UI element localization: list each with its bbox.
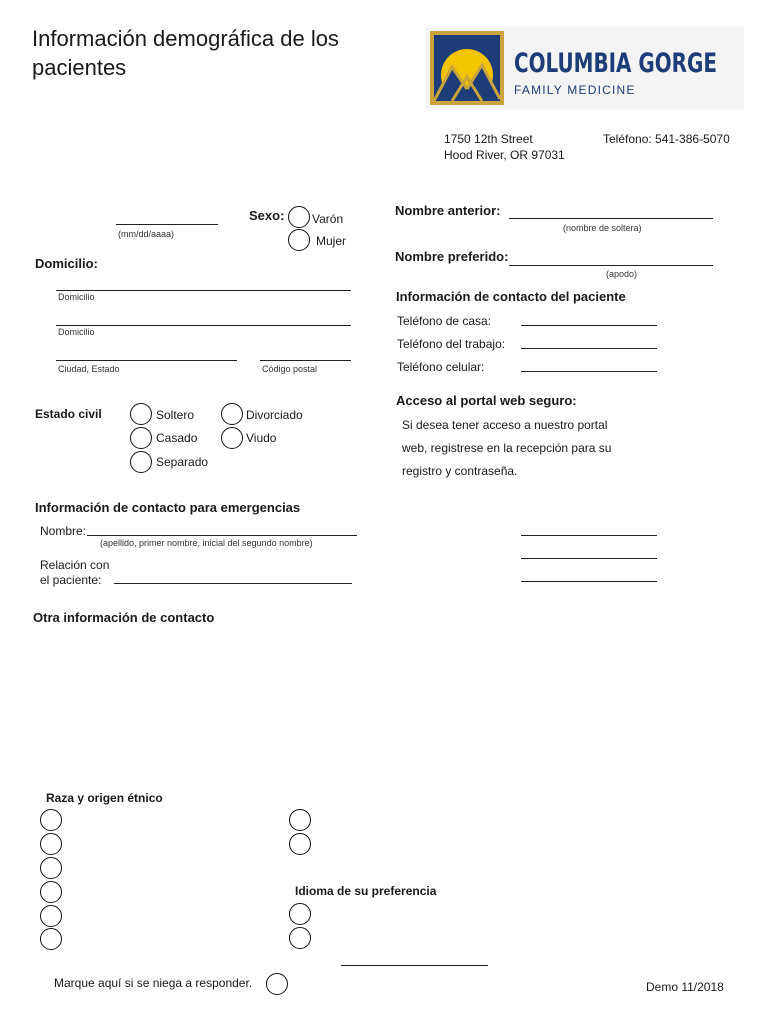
address-field-1[interactable] [56, 290, 351, 291]
sex-female-radio[interactable] [288, 229, 310, 251]
other-contact-heading: Otra información de contacto [33, 610, 215, 625]
marital-single-label: Soltero [156, 408, 195, 422]
relation-field[interactable] [114, 583, 352, 584]
address-heading: Domicilio: [35, 256, 98, 271]
postal-code-field[interactable] [260, 360, 351, 361]
work-phone-field[interactable] [521, 348, 657, 349]
page-title: Información demográfica de los pacientes [32, 26, 339, 80]
cell-phone-label: Teléfono celular: [397, 360, 485, 374]
language-other-field[interactable] [341, 965, 488, 966]
portal-text-line2: web, registrese en la recepción para su [402, 441, 612, 455]
marital-status-label: Estado civil [35, 407, 102, 421]
portal-text-line3: registro y contraseña. [402, 464, 518, 478]
dob-field[interactable] [116, 224, 218, 225]
emergency-phone-field-1[interactable] [521, 535, 657, 536]
emergency-phone-field-3[interactable] [521, 581, 657, 582]
clinic-phone: Teléfono: 541-386-5070 [603, 132, 730, 146]
logo-name: COLUMBIA GORGE [514, 48, 717, 79]
language-heading: Idioma de su preferencia [295, 884, 437, 898]
logo-subtitle: FAMILY MEDICINE [514, 83, 636, 97]
portal-text-line1: Si desea tener acceso a nuestro portal [402, 418, 608, 432]
city-state-label: Ciudad, Estado [58, 364, 120, 374]
nickname-hint: (apodo) [606, 269, 638, 279]
language-option-2-radio[interactable] [289, 927, 311, 949]
sex-male-label: Varón [312, 212, 344, 226]
emergency-name-label: Nombre: [40, 524, 87, 538]
postal-code-label: Código postal [262, 364, 318, 374]
marital-separated-radio[interactable] [130, 451, 152, 473]
home-phone-field[interactable] [521, 325, 657, 326]
address-field-2[interactable] [56, 325, 351, 326]
marital-single-radio[interactable] [130, 403, 152, 425]
sex-label: Sexo: [249, 208, 285, 223]
home-phone-label: Teléfono de casa: [397, 314, 492, 328]
emergency-phone-field-2[interactable] [521, 558, 657, 559]
work-phone-label: Teléfono del trabajo: [397, 337, 506, 351]
race-option-2-radio[interactable] [40, 833, 62, 855]
patient-contact-heading: Información de contacto del paciente [396, 289, 626, 304]
clinic-logo [426, 26, 744, 110]
portal-heading: Acceso al portal web seguro: [396, 393, 577, 408]
previous-name-label: Nombre anterior: [395, 203, 501, 218]
address-field-1-label: Domicilio [58, 292, 95, 302]
address-line2: Hood River, OR 97031 [444, 148, 565, 162]
emergency-name-hint: (apellido, primer nombre, inicial del segundo nombre) [100, 538, 313, 548]
marital-married-radio[interactable] [130, 427, 152, 449]
preferred-name-label: Nombre preferido: [395, 249, 509, 264]
mountain-sun-icon [430, 31, 504, 105]
city-state-field[interactable] [56, 360, 237, 361]
decline-radio[interactable] [266, 973, 288, 995]
race-option-1-radio[interactable] [40, 809, 62, 831]
marital-separated-label: Separado [156, 455, 209, 469]
race-option-3-radio[interactable] [40, 857, 62, 879]
marital-widowed-label: Viudo [246, 431, 277, 445]
emergency-heading: Información de contacto para emergencias [35, 500, 301, 515]
language-option-1-radio[interactable] [289, 903, 311, 925]
preferred-name-field[interactable] [509, 265, 713, 266]
marital-widowed-radio[interactable] [221, 427, 243, 449]
maiden-name-hint: (nombre de soltera) [563, 223, 642, 233]
dob-hint: (mm/dd/aaaa) [118, 229, 175, 239]
race-option-4-radio[interactable] [40, 881, 62, 903]
address-line1: 1750 12th Street [444, 132, 533, 146]
previous-name-field[interactable] [509, 218, 713, 219]
decline-label: Marque aquí si se niega a responder. [54, 976, 253, 990]
sex-male-radio[interactable] [288, 206, 310, 228]
race-option-5-radio[interactable] [40, 905, 62, 927]
cell-phone-field[interactable] [521, 371, 657, 372]
form-version: Demo 11/2018 [646, 980, 724, 994]
marital-divorced-radio[interactable] [221, 403, 243, 425]
address-field-2-label: Domicilio [58, 327, 95, 337]
race-heading: Raza y origen étnico [46, 791, 163, 805]
relation-label-line2: el paciente: [40, 573, 102, 587]
race-option-6-radio[interactable] [40, 928, 62, 950]
relation-label-line1: Relación con [40, 558, 110, 572]
marital-divorced-label: Divorciado [246, 408, 303, 422]
marital-married-label: Casado [156, 431, 198, 445]
ethnicity-option-2-radio[interactable] [289, 833, 311, 855]
emergency-name-field[interactable] [87, 535, 357, 536]
sex-female-label: Mujer [316, 234, 347, 248]
ethnicity-option-1-radio[interactable] [289, 809, 311, 831]
